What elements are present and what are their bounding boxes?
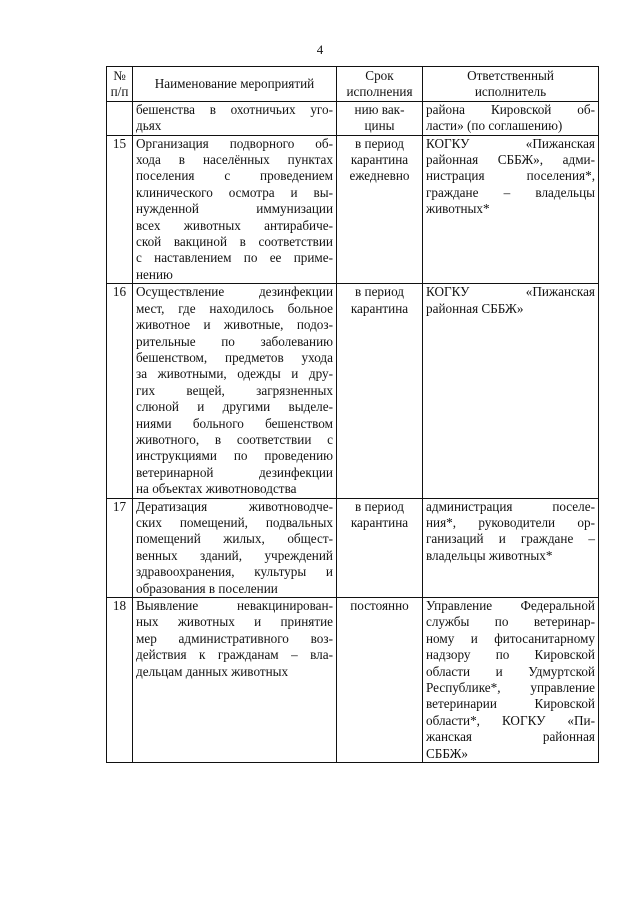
header-measure-name — [133, 67, 337, 102]
cell-line: Управление Федеральной — [426, 598, 595, 613]
cell-line: в период — [354, 284, 404, 300]
cell-line: ветеринарной дезинфекции — [136, 464, 333, 480]
cell-line: за животными, одежды и дру- — [136, 366, 333, 382]
cell-line: граждане – владельцы — [426, 184, 595, 200]
cell-line: ниями больного бешенством — [136, 415, 333, 431]
table-row — [107, 598, 599, 763]
cell-line: ских помещений, подвальных — [136, 514, 333, 530]
responsible — [423, 498, 599, 597]
cell-line: Срок — [365, 68, 394, 83]
cell-line: инструкциями по проведению — [136, 448, 333, 464]
table-row — [107, 101, 599, 135]
cell-line: поселения с проведением — [136, 168, 333, 184]
cell-line: образования в поселении — [136, 580, 278, 596]
cell-line: мест, где находилось больное — [136, 300, 333, 316]
row-number: 18 — [107, 598, 133, 763]
cell-line: с наставлением по ее приме- — [136, 250, 333, 266]
row-number: 17 — [107, 498, 133, 597]
cell-line: нению — [136, 266, 173, 282]
cell-line: ганизаций и граждане – — [426, 531, 595, 547]
cell-line: Осуществление дезинфекции — [136, 284, 333, 300]
cell-line: района Кировской об- — [426, 101, 595, 117]
cell-line: нистрация поселения*, — [426, 168, 595, 184]
cell-line: нию вак- — [354, 101, 405, 117]
cell-line: ному и фитосанитарному — [426, 630, 595, 646]
cell-line: ежедневно — [349, 168, 410, 184]
cell-line: надзору по Кировской — [426, 647, 595, 663]
cell-line: всех животных антирабиче- — [136, 217, 333, 233]
cell-line: мер административного воз- — [136, 630, 333, 646]
cell-line: Республике*, управление — [426, 680, 595, 696]
cell-line: исполнитель — [474, 84, 547, 100]
cell-line: бешенством, предметов ухода — [136, 349, 333, 365]
cell-line: слюной и другими выделе- — [136, 399, 333, 415]
cell-line: карантина — [350, 514, 409, 530]
cell-line: ласти» (по соглашению) — [426, 118, 563, 134]
header-number — [107, 67, 133, 102]
cell-line: владельцы животных* — [426, 547, 553, 563]
cell-line: КОГКУ «Пижанская — [426, 135, 595, 151]
row-number — [107, 101, 133, 135]
page-number: 4 — [316, 42, 324, 57]
cell-line: Организация подворного об- — [136, 135, 333, 151]
cell-line: рительные по заболеванию — [136, 333, 333, 349]
deadline — [337, 598, 423, 763]
cell-line: службы по ветеринар- — [426, 614, 595, 630]
cell-line: цины — [364, 118, 395, 134]
cell-line: животных* — [426, 201, 490, 217]
cell-line: п/п — [110, 84, 129, 100]
cell-line: животное и животные, подоз- — [136, 317, 333, 333]
cell-line: клинического осмотра и вы- — [136, 184, 333, 200]
cell-line: районная СББЖ» — [426, 300, 524, 316]
table-row — [107, 498, 599, 597]
cell-line: в период — [354, 498, 404, 514]
cell-line: животного, в соответствии с — [136, 431, 333, 447]
deadline — [337, 284, 423, 498]
cell-line: постоянно — [350, 598, 409, 613]
cell-line: в период — [354, 135, 404, 151]
cell-line: здравоохранения, культуры и — [136, 564, 333, 580]
cell-line: ных животных и принятие — [136, 614, 333, 630]
cell-line: районная СББЖ», адми- — [426, 152, 595, 168]
cell-line: области*, КОГКУ «Пи- — [426, 712, 595, 728]
deadline — [337, 135, 423, 284]
table-row — [107, 284, 599, 498]
cell-line: нужденной иммунизации — [136, 201, 333, 217]
cell-line: СББЖ» — [426, 745, 469, 761]
cell-line: помещений жилых, общест- — [136, 531, 333, 547]
cell-line: ской вакциной в соответствии — [136, 234, 333, 250]
cell-line: Наименование мероприятий — [154, 76, 315, 92]
deadline — [337, 498, 423, 597]
header-responsible — [423, 67, 599, 102]
cell-line: ния*, руководители ор- — [426, 514, 595, 530]
row-number: 16 — [107, 284, 133, 498]
cell-line: администрация поселе- — [426, 498, 595, 514]
measure-name — [133, 598, 337, 763]
cell-line: № — [113, 68, 126, 83]
responsible — [423, 101, 599, 135]
responsible — [423, 284, 599, 498]
measure-name — [133, 284, 337, 498]
deadline — [337, 101, 423, 135]
cell-line: ветеринарии Кировской — [426, 696, 595, 712]
cell-line: карантина — [350, 300, 409, 316]
cell-line: бешенства в охотничьих уго- — [136, 101, 333, 117]
measure-name — [133, 101, 337, 135]
cell-line: на объектах животноводства — [136, 481, 297, 497]
responsible — [423, 135, 599, 284]
cell-line: Дератизация животноводче- — [136, 498, 333, 514]
cell-line: гих вещей, загрязненных — [136, 382, 333, 398]
responsible — [423, 598, 599, 763]
cell-line: исполнения — [346, 84, 413, 100]
cell-line: дельцам данных животных — [136, 663, 289, 679]
measure-name — [133, 135, 337, 284]
header-deadline — [337, 67, 423, 102]
cell-line: венных зданий, учреждений — [136, 547, 333, 563]
cell-line: Выявление невакцинирован- — [136, 598, 333, 613]
cell-line: жанская районная — [426, 729, 595, 745]
measures-table — [106, 66, 599, 763]
cell-line: области и Удмуртской — [426, 663, 595, 679]
measure-name — [133, 498, 337, 597]
cell-line: действия к гражданам – вла- — [136, 647, 333, 663]
table-row — [107, 135, 599, 284]
cell-line: КОГКУ «Пижанская — [426, 284, 595, 300]
cell-line: Ответственный — [467, 68, 554, 83]
cell-line: дьях — [136, 118, 162, 134]
cell-line: карантина — [350, 152, 409, 168]
row-number: 15 — [107, 135, 133, 284]
table-header-row — [107, 67, 599, 102]
cell-line: хода в населённых пунктах — [136, 152, 333, 168]
